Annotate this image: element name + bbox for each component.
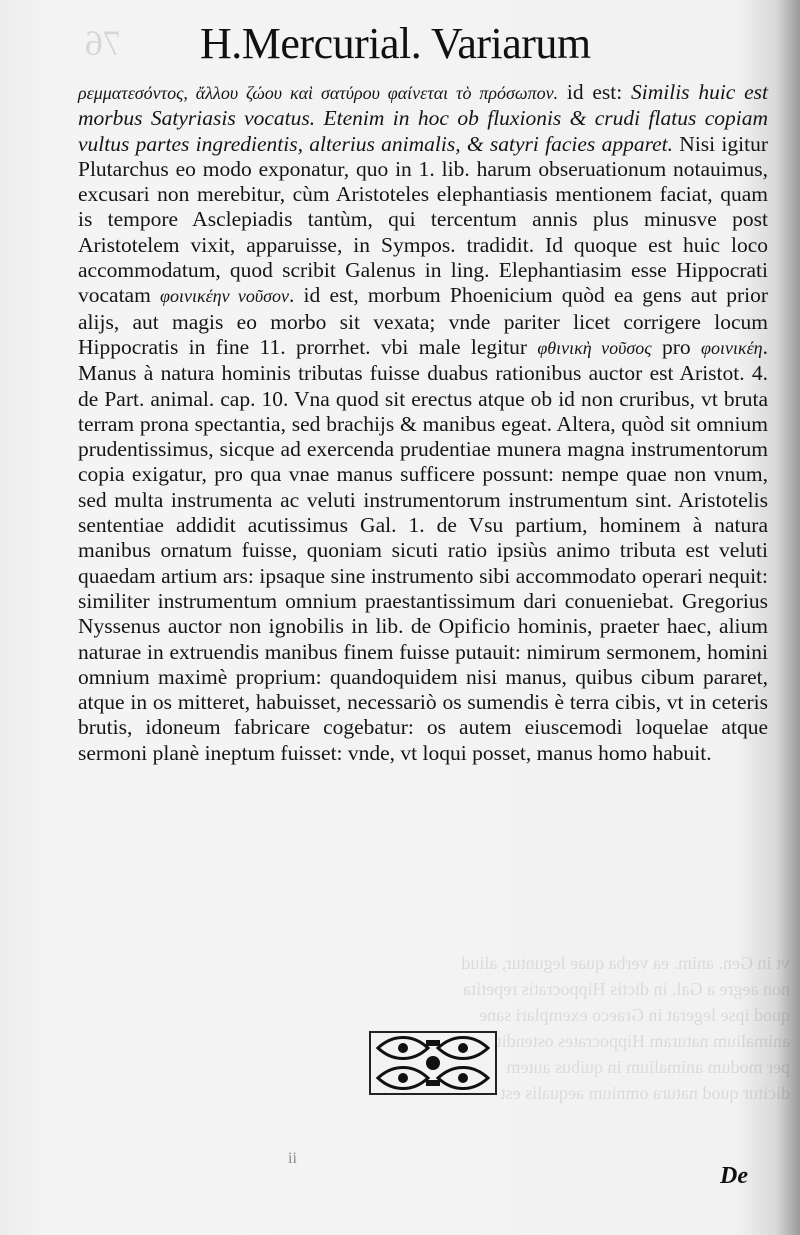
- ghost-page-number: 76: [85, 23, 121, 63]
- main-paragraph: [78, 80, 768, 766]
- text-segment: . Manus à natura hominis tributas fuisse duabus rationibus auctor est Aristot. 4. de Part. animal. cap. 10. Vna quod sit erectus atque ob id non cruribus, vt bruta terram prona spectantia, sed brachijs & manibus egeat. Altera, quòd sit omnium prudentissimus, sicque ad exercenda prudentiae munera magna instrumentorum copia exigatur, pro qua vnae manus sufficere possunt: nempe quae non vnum, sed multa instrumenta ac veluti instrumentorum instrumentum sint. Aristotelis sententiae addidit acutissimus Gal. 1. de Vsu partium, hominem à natura manibus ornatum fuisse, quoniam sicuti ratio ipsiùs animo tributa est veluti quaedam artium ars: ipsaque sine instrumento sibi accommodato operari nequit: similiter instrumentum omnium praestantissimum dari conueniebat. Gregorius Nyssenus auctor non ignobilis in lib. de Opificio hominis, praeter haec, alium naturae in extruendis manibus finem fuisse putauit: nimirum sermonem, homini omnium maximè proprium: quandoquidem nisi manus, quibus cibum pararet, atque in os mitteret, habuisset, necessariò os sumendis è terra cibis, vt in ceteris brutis, idoneum fabricare cogebatur: os autem eiuscemodi loquelae atque sermoni planè ineptum fuisset: vnde, vt loqui posset, manus homo habuit.: [78, 334, 768, 765]
- text-segment: . id est, morbum Phoenicium quòd ea gens aut prior alijs, aut magis eo morbo sit vexata; vnde pariter licet corrigere locum Hippocratis in fine 11. prorrhet. vbi male legitur: [78, 283, 769, 359]
- greek-term: φοινικέην νοῦσον: [160, 286, 290, 307]
- text-segment: id est:: [558, 80, 632, 104]
- printer-ornament-icon: [368, 1030, 498, 1096]
- body-text: [78, 80, 768, 766]
- show-through-text: vt in Gen. anim. ea verba quae leguntur, aliud non aegre a Gal. in dictis Hippocratis repetita quod ipse legerat in Graeco exemplari sane animalium naturam Hippocrates ostendit per modum animalium in quibus autem dicitur quod natura omnium aequalis est: [461, 953, 790, 1103]
- greek-quote: ρεμματεσόντος, ἄλλου ζώου καὶ σατύρου φαίνεται τὸ πρόσωπον.: [78, 83, 559, 103]
- text-segment: pro: [651, 334, 701, 359]
- bleed-mark: ii: [288, 1150, 297, 1167]
- running-title: H.Mercurial. Variarum: [200, 19, 591, 68]
- greek-term: φοινικέη: [701, 337, 763, 358]
- italic-translation: Similis huic est morbus Satyriasis vocatus. Etenim in hoc ob fluxionis & crudi flatus copiam vultus partes ingredientis, alterius animalis, & satyri facies apparet.: [78, 80, 768, 156]
- page-header: [0, 18, 800, 78]
- greek-term: φθινικὴ νοῦσος: [537, 337, 652, 358]
- catchword: De: [720, 1163, 748, 1189]
- text-segment: Nisi igitur Plutarchus eo modo exponatur, quo in 1. lib. harum obseruationum notauimus, excusari non merebitur, cùm Aristoteles elephantiasis mentionem faciat, quam is tempore Asclepiadis tantùm, qui tercentum annis plus minusve post Aristotelem vixit, apparuisse, in Sympos. tradidit. Id quoque est huic loco accommodatum, quod scribit Galenus in ling. Elephantiasim esse Hippocrati vocatam: [78, 131, 768, 308]
